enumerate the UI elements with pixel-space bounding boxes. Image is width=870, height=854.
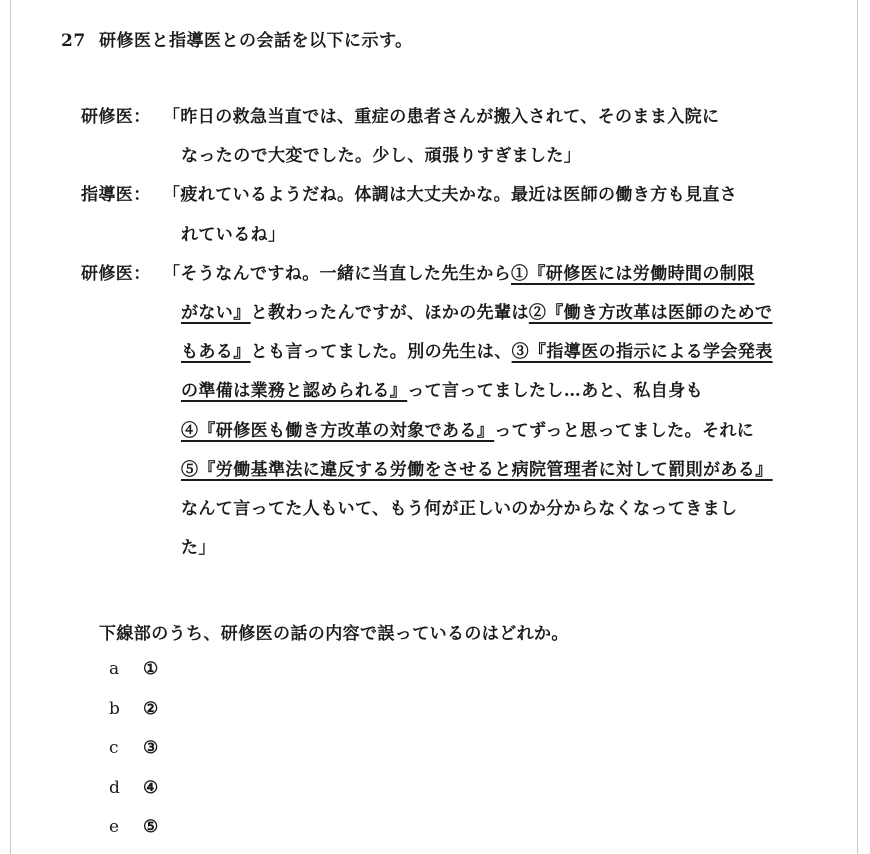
option-value: ① bbox=[143, 659, 159, 679]
dialog-text: と教わったんですが、ほかの先輩は bbox=[250, 303, 529, 324]
option-value: ③ bbox=[143, 738, 159, 759]
exam-page bbox=[10, 0, 858, 854]
option-value: ② bbox=[143, 698, 159, 719]
underlined-statement: ②『働き方改革は医師のためで bbox=[528, 303, 773, 324]
underlined-statement: の準備は業務と認められる』 bbox=[181, 381, 408, 402]
underlined-statement: もある』 bbox=[181, 342, 251, 363]
option-value: ⑤ bbox=[143, 817, 159, 838]
option-e bbox=[109, 812, 158, 852]
underlined-statement: ①『研修医には労働時間の制限 bbox=[511, 263, 755, 284]
option-b bbox=[109, 694, 158, 734]
option-c bbox=[109, 733, 158, 773]
option-letter: d bbox=[109, 777, 120, 798]
dialog-text: とも言ってました。別の先生は、 bbox=[250, 342, 512, 363]
option-letter: b bbox=[109, 698, 120, 719]
dialog-line bbox=[181, 529, 821, 568]
dialog-text: れているね」 bbox=[181, 224, 286, 245]
question-number: 27 bbox=[61, 31, 86, 51]
dialog-text: た」 bbox=[181, 538, 216, 559]
option-a bbox=[109, 654, 158, 694]
dialog-line bbox=[181, 333, 821, 372]
dialog-text: なったので大変でした。少し、頑張りすぎました」 bbox=[181, 146, 582, 167]
dialog-line bbox=[181, 372, 821, 411]
speaker-label: 指導医： bbox=[81, 185, 151, 206]
question-header bbox=[61, 26, 413, 51]
dialog-line bbox=[181, 490, 821, 529]
underlined-statement: がない』 bbox=[181, 303, 251, 324]
dialog bbox=[81, 98, 821, 568]
option-letter: c bbox=[109, 738, 119, 759]
dialog-turn bbox=[81, 176, 821, 254]
option-letter: a bbox=[109, 659, 120, 679]
underlined-statement: ④『研修医も働き方改革の対象である』 bbox=[181, 420, 495, 441]
dialog-text: ってずっと思ってました。それに bbox=[494, 420, 755, 441]
underlined-statement: ③『指導医の指示による学会発表 bbox=[511, 342, 773, 363]
dialog-line bbox=[181, 216, 821, 255]
dialog-line bbox=[163, 255, 821, 294]
speaker-label: 研修医： bbox=[81, 263, 151, 284]
underlined-statement: ⑤『労働基準法に違反する労働をさせると病院管理者に対して罰則がある』 bbox=[181, 459, 773, 480]
dialog-line bbox=[163, 176, 821, 215]
dialog-text: 「疲れているようだね。体調は大丈夫かな。最近は医師の働き方も見直さ bbox=[163, 185, 738, 206]
dialog-line bbox=[181, 451, 821, 490]
option-value: ④ bbox=[143, 777, 159, 798]
dialog-turn bbox=[81, 98, 821, 176]
question-title: 研修医と指導医との会話を以下に示す。 bbox=[99, 31, 413, 51]
dialog-line bbox=[181, 294, 821, 333]
dialog-text: なんて言ってた人もいて、もう何が正しいのか分からなくなってきまし bbox=[181, 499, 738, 520]
answer-options bbox=[109, 654, 158, 852]
dialog-text: って言ってましたし…あと、私自身も bbox=[407, 381, 704, 402]
dialog-line bbox=[181, 412, 821, 451]
dialog-text: 「そうなんですね。一緒に当直した先生から bbox=[163, 263, 511, 284]
option-d bbox=[109, 773, 158, 813]
dialog-line bbox=[181, 137, 821, 176]
question-prompt: 下線部のうち、研修医の話の内容で誤っているのはどれか。 bbox=[99, 624, 569, 644]
option-letter: e bbox=[109, 817, 120, 838]
speaker-label: 研修医： bbox=[81, 107, 151, 127]
dialog-line bbox=[163, 98, 821, 137]
dialog-turn bbox=[81, 255, 821, 569]
dialog-text: 「昨日の救急当直では、重症の患者さんが搬入されて、そのまま入院に bbox=[163, 107, 720, 127]
